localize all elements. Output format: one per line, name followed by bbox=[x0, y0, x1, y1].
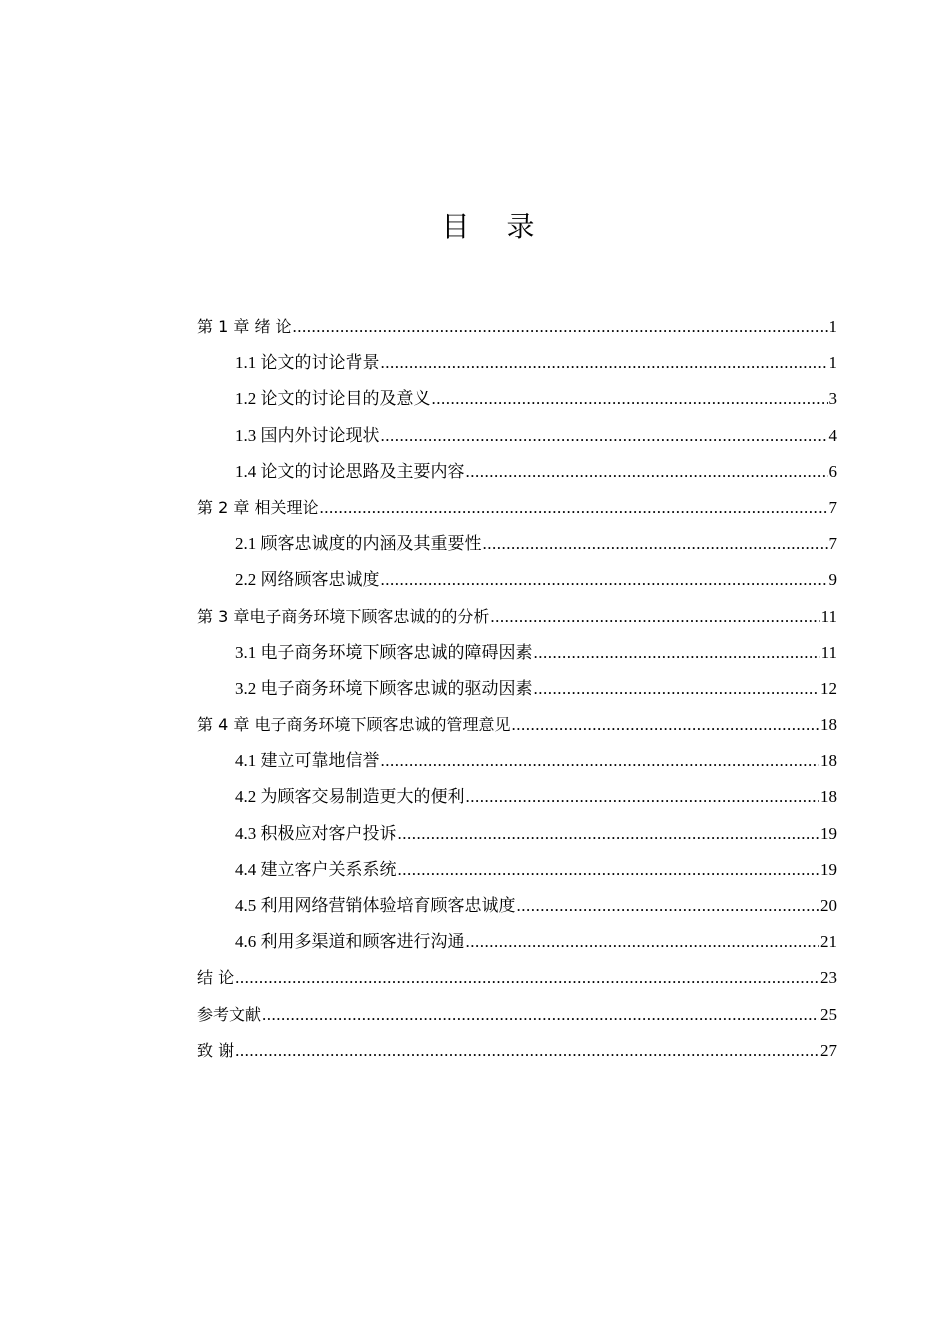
toc-entry-title: 1.4 论文的讨论思路及主要内容 bbox=[235, 461, 465, 481]
toc-entry[interactable] bbox=[197, 1033, 837, 1069]
toc-entry[interactable] bbox=[197, 960, 837, 996]
toc-leader bbox=[381, 418, 828, 454]
toc-page-number: 7 bbox=[828, 497, 837, 517]
toc-entry[interactable] bbox=[197, 671, 837, 707]
toc-leader bbox=[432, 381, 828, 417]
toc-leader bbox=[398, 816, 820, 852]
toc-leader bbox=[511, 707, 819, 743]
toc-leader bbox=[466, 924, 820, 960]
toc-entry[interactable] bbox=[197, 635, 837, 671]
toc-page-number: 18 bbox=[820, 751, 837, 771]
toc-page-number: 19 bbox=[820, 859, 837, 879]
toc-entry-title: 第 3 章电子商务环境下顾客忠诚的的分析 bbox=[197, 606, 490, 626]
toc-leader bbox=[398, 852, 820, 888]
toc-entry[interactable] bbox=[197, 852, 837, 888]
toc-leader bbox=[381, 345, 828, 381]
toc-entry[interactable] bbox=[197, 779, 837, 815]
toc-entry-title: 1.2 论文的讨论目的及意义 bbox=[235, 389, 431, 409]
toc-page-number: 25 bbox=[820, 1004, 837, 1024]
toc-page-number: 19 bbox=[820, 823, 837, 843]
toc-page-number: 11 bbox=[820, 642, 837, 662]
toc-leader bbox=[262, 997, 819, 1033]
toc-page-number: 12 bbox=[820, 678, 837, 698]
toc-leader bbox=[381, 743, 820, 779]
toc-page-number: 1 bbox=[828, 353, 837, 373]
toc-entry[interactable] bbox=[197, 381, 837, 417]
toc-entry-title: 第 1 章 绪 论 bbox=[197, 317, 292, 336]
toc-leader bbox=[235, 1033, 819, 1069]
toc-entry[interactable] bbox=[197, 562, 837, 598]
toc-entry-title: 4.2 为顾客交易制造更大的便利 bbox=[235, 787, 465, 807]
toc-page-number: 18 bbox=[820, 787, 837, 807]
toc-entry-title: 1.3 国内外讨论现状 bbox=[235, 425, 380, 445]
toc-leader bbox=[534, 671, 820, 707]
toc-leader bbox=[483, 526, 828, 562]
toc-entry[interactable] bbox=[197, 924, 837, 960]
toc-entry-title: 参考文献 bbox=[197, 1004, 262, 1024]
toc-entry[interactable] bbox=[197, 743, 837, 779]
toc-entry-title: 2.1 顾客忠诚度的内涵及其重要性 bbox=[235, 534, 482, 554]
toc-entry[interactable] bbox=[197, 707, 837, 743]
toc-entry[interactable] bbox=[197, 454, 837, 490]
toc-entry-title: 致 谢 bbox=[197, 1040, 235, 1060]
toc-entry-title: 第 2 章 相关理论 bbox=[197, 497, 319, 517]
toc-leader bbox=[235, 960, 819, 996]
toc-page-number: 4 bbox=[828, 425, 837, 445]
toc-leader bbox=[319, 490, 827, 526]
toc-entry-title: 结 论 bbox=[197, 968, 235, 988]
toc-entry-title: 3.2 电子商务环境下顾客忠诚的驱动因素 bbox=[235, 678, 533, 698]
toc-leader bbox=[534, 635, 820, 671]
toc-entry-title: 4.3 积极应对客户投诉 bbox=[235, 823, 397, 843]
toc-entry[interactable] bbox=[197, 526, 837, 562]
toc-entry[interactable] bbox=[197, 599, 837, 635]
toc-leader bbox=[490, 599, 819, 635]
toc-leader bbox=[517, 888, 820, 924]
table-of-contents bbox=[197, 309, 837, 1069]
toc-page-number: 21 bbox=[820, 932, 837, 952]
toc-entry[interactable] bbox=[197, 816, 837, 852]
toc-entry[interactable] bbox=[197, 309, 837, 345]
page-title: 目 录 bbox=[441, 210, 549, 243]
toc-entry[interactable] bbox=[197, 997, 837, 1033]
toc-entry-title: 4.6 利用多渠道和顾客进行沟通 bbox=[235, 932, 465, 952]
toc-page-number: 1 bbox=[828, 317, 837, 336]
toc-entry[interactable] bbox=[197, 888, 837, 924]
toc-page-number: 3 bbox=[828, 389, 837, 409]
toc-page-number: 18 bbox=[820, 715, 837, 735]
toc-entry[interactable] bbox=[197, 418, 837, 454]
toc-page-number: 11 bbox=[820, 606, 837, 626]
toc-entry-title: 4.1 建立可靠地信誉 bbox=[235, 751, 380, 771]
toc-entry[interactable] bbox=[197, 345, 837, 381]
toc-entry-title: 3.1 电子商务环境下顾客忠诚的障碍因素 bbox=[235, 642, 533, 662]
toc-entry-title: 1.1 论文的讨论背景 bbox=[235, 353, 380, 373]
toc-page-number: 6 bbox=[828, 461, 837, 481]
toc-leader bbox=[466, 779, 820, 815]
toc-entry-title: 第 4 章 电子商务环境下顾客忠诚的管理意见 bbox=[197, 715, 511, 735]
toc-leader bbox=[381, 562, 828, 598]
toc-leader bbox=[293, 309, 828, 345]
toc-page-number: 23 bbox=[820, 968, 837, 988]
toc-leader bbox=[466, 454, 828, 490]
toc-page-number: 27 bbox=[820, 1040, 837, 1060]
toc-entry-title: 2.2 网络顾客忠诚度 bbox=[235, 570, 380, 590]
toc-page-number: 7 bbox=[828, 534, 837, 554]
toc-entry[interactable] bbox=[197, 490, 837, 526]
toc-page-number: 20 bbox=[820, 896, 837, 915]
toc-entry-title: 4.4 建立客户关系系统 bbox=[235, 859, 397, 879]
toc-entry-title: 4.5 利用网络营销体验培育顾客忠诚度 bbox=[235, 896, 516, 915]
toc-page-number: 9 bbox=[828, 570, 837, 590]
